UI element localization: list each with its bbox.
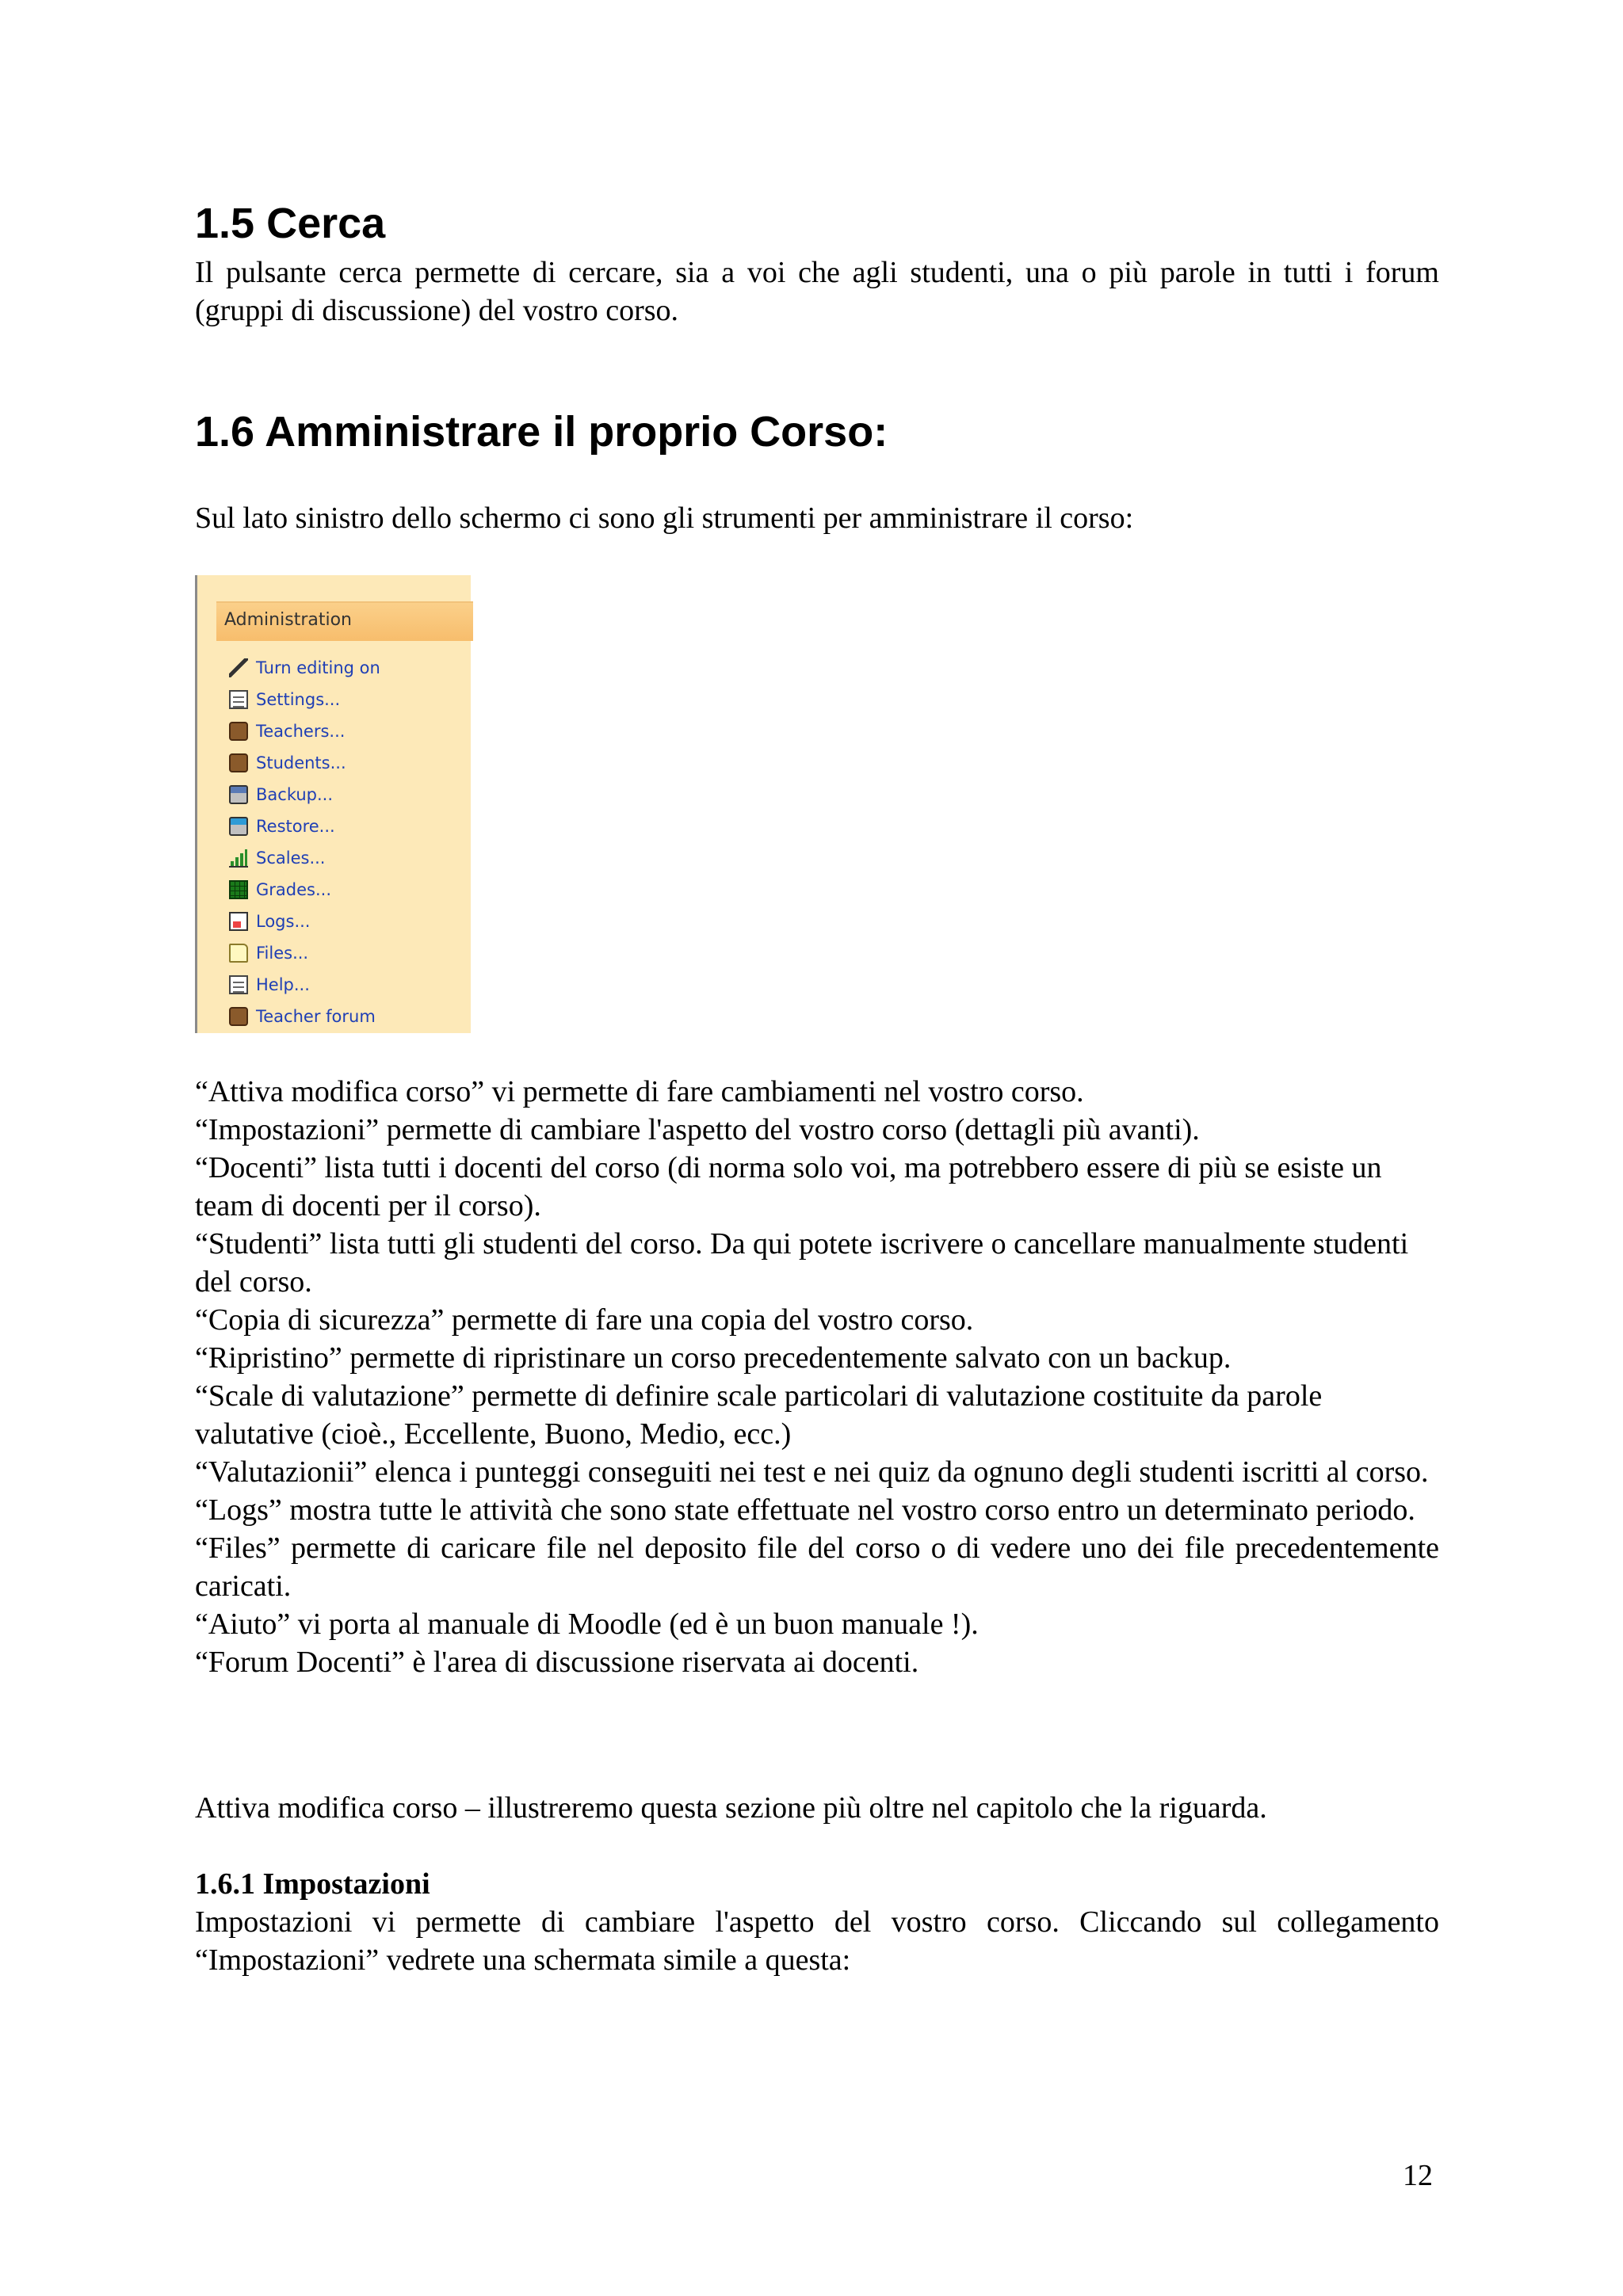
- admin-item-label: Scales...: [256, 849, 326, 868]
- logs-icon: [229, 912, 248, 931]
- admin-item-label: Files...: [256, 944, 309, 963]
- administration-menu: [229, 652, 380, 1032]
- desc-logs: “Logs” mostra tutte le attività che sono state effettuate nel vostro corso entro un determinato periodo.: [195, 1493, 1415, 1527]
- admin-item-label: Grades...: [256, 880, 331, 899]
- desc-attiva: “Attiva modifica corso” vi permette di fare cambiamenti nel vostro corso.: [195, 1075, 1084, 1108]
- admin-item-grades[interactable]: [229, 874, 380, 906]
- admin-item-files[interactable]: [229, 937, 380, 969]
- desc-studenti: “Studenti” lista tutti gli studenti del corso. Da qui potete iscrivere o cancellare manualmente studenti del corso.: [195, 1227, 1409, 1299]
- admin-descriptions: [195, 1073, 1439, 1681]
- pencil-icon: [229, 658, 248, 677]
- desc-scale: “Scale di valutazione” permette di definire scale particolari di valutazione costituite da parole valutative (cioè., Eccellente, Buono, Medio, ecc.): [195, 1379, 1323, 1451]
- backup-icon: [229, 785, 248, 804]
- admin-item-label: Restore...: [256, 817, 335, 836]
- desc-copia: “Copia di sicurezza” permette di fare una copia del vostro corso.: [195, 1303, 974, 1337]
- admin-item-restore[interactable]: [229, 810, 380, 842]
- admin-item-label: Turn editing on: [256, 658, 380, 677]
- admin-item-students[interactable]: [229, 747, 380, 779]
- restore-icon: [229, 817, 248, 836]
- admin-item-settings[interactable]: [229, 684, 380, 715]
- folder-icon: [229, 944, 248, 963]
- paragraph-cerca: Il pulsante cerca permette di cercare, sia a voi che agli studenti, una o più parole in tutti i forum (gruppi di discussione) del vostro corso.: [195, 256, 1439, 327]
- settings-icon: [229, 690, 248, 709]
- admin-item-turn-editing-on[interactable]: [229, 652, 380, 684]
- teachers-icon: [229, 722, 248, 741]
- heading-cerca: 1.5 Cerca: [195, 200, 386, 247]
- admin-item-label: Students...: [256, 753, 346, 772]
- paragraph-impostazioni: Impostazioni vi permette di cambiare l'aspetto del vostro corso. Cliccando sul collegamento “Impostazioni” vedrete una schermata simile a questa:: [195, 1905, 1439, 1977]
- grades-icon: [229, 880, 248, 899]
- admin-item-label: Help...: [256, 975, 310, 994]
- admin-item-teacher-forum[interactable]: [229, 1001, 380, 1032]
- admin-item-teachers[interactable]: [229, 715, 380, 747]
- admin-item-help[interactable]: [229, 969, 380, 1001]
- teacher-forum-icon: [229, 1007, 248, 1026]
- page-number: 12: [1403, 2159, 1433, 2192]
- heading-impostazioni: 1.6.1 Impostazioni: [195, 1867, 430, 1901]
- administration-header: [216, 601, 473, 641]
- desc-forum-docenti: “Forum Docenti” è l'area di discussione riservata ai docenti.: [195, 1646, 919, 1679]
- help-icon: [229, 975, 248, 994]
- admin-item-scales[interactable]: [229, 842, 380, 874]
- admin-item-label: Settings...: [256, 690, 341, 709]
- admin-item-label: Teachers...: [256, 722, 346, 741]
- desc-files: “Files” permette di caricare file nel deposito file del corso o di vedere uno dei file precedentemente caricati.: [195, 1531, 1439, 1603]
- administration-block-screenshot: [195, 575, 471, 1033]
- paragraph-amministrare-intro: Sul lato sinistro dello schermo ci sono gli strumenti per amministrare il corso:: [195, 502, 1134, 535]
- desc-aiuto: “Aiuto” vi porta al manuale di Moodle (ed è un buon manuale !).: [195, 1608, 979, 1641]
- paragraph-attiva-note: Attiva modifica corso – illustreremo questa sezione più oltre nel capitolo che la riguarda.: [195, 1791, 1267, 1825]
- desc-ripristino: “Ripristino” permette di ripristinare un corso precedentemente salvato con un backup.: [195, 1341, 1232, 1375]
- desc-valutazioni: “Valutazionii” elenca i punteggi conseguiti nei test e nei quiz da ognuno degli studenti iscritti al corso.: [195, 1455, 1429, 1489]
- desc-impostazioni: “Impostazioni” permette di cambiare l'aspetto del vostro corso (dettagli più avanti).: [195, 1113, 1200, 1146]
- heading-amministrare: 1.6 Amministrare il proprio Corso:: [195, 408, 888, 456]
- scales-icon: [229, 849, 248, 868]
- admin-item-logs[interactable]: [229, 906, 380, 937]
- administration-title: Administration: [224, 610, 352, 630]
- admin-item-label: Teacher forum: [256, 1007, 376, 1026]
- desc-docenti: “Docenti” lista tutti i docenti del corso (di norma solo voi, ma potrebbero essere di più se esiste un team di docenti per il corso).: [195, 1151, 1382, 1222]
- admin-item-label: Logs...: [256, 912, 311, 931]
- students-icon: [229, 753, 248, 772]
- admin-item-label: Backup...: [256, 785, 334, 804]
- admin-item-backup[interactable]: [229, 779, 380, 810]
